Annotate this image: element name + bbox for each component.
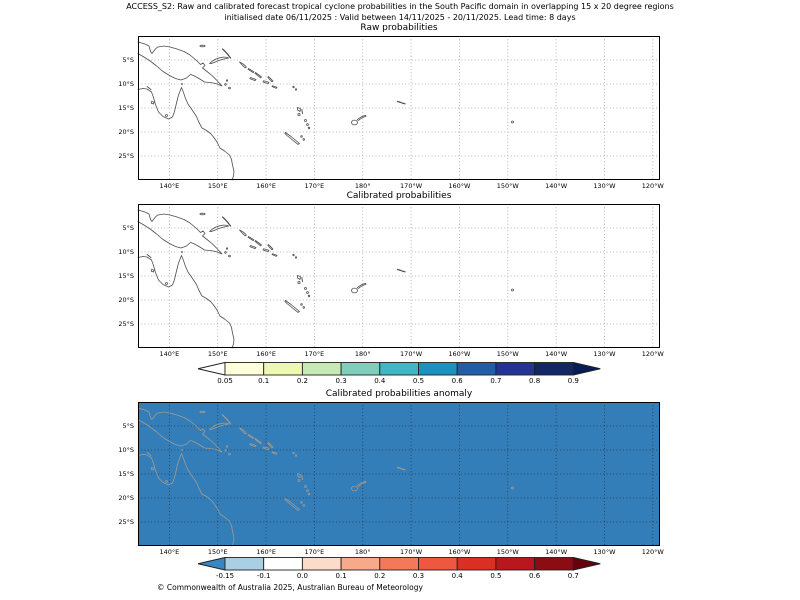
colorbar-probability [190,358,610,392]
x-tick-label: 170°W [400,350,423,358]
colorbar-tick-label: 0.1 [258,377,270,385]
y-tick-label: 20°S [118,494,134,502]
colorbar-segment [496,363,535,376]
colorbar-tick-label: 0.7 [490,377,502,385]
colorbar-segment [380,363,419,376]
x-tick-label: 160°W [448,350,471,358]
x-tick-label: 140°W [545,548,568,556]
x-tick-label: 130°W [593,548,616,556]
y-tick-label: 25°S [118,320,134,328]
colorbar-tick-label: 0.05 [217,377,233,385]
x-tick-label: 150°E [207,350,228,358]
x-tick-label: 140°W [545,350,568,358]
y-tick-label: 25°S [118,518,134,526]
colorbar-segment [419,558,458,571]
x-tick-label: 150°E [207,548,228,556]
colorbar-segment [302,558,341,571]
x-tick-label: 180° [354,350,371,358]
y-tick-label: 15°S [118,272,134,280]
x-tick-label: 130°W [593,350,616,358]
colorbar-tick-label: 0.8 [529,377,541,385]
x-tick-label: 120°W [641,182,664,190]
figure-title-line2: initialised date 06/11/2025 : Valid between 14/11/2025 - 20/11/2025. Lead time: 8 days [224,13,576,22]
x-tick-label: 150°W [496,182,519,190]
map-panel-calibrated-anomaly [118,389,664,556]
colorbar-tick-label: 0.5 [412,377,425,385]
colorbar-tick-label: -0.15 [215,572,235,580]
copyright-text: © Commonwealth of Australia 2025, Australian Bureau of Meteorology [157,583,423,592]
map-panel-calibrated-probabilities [118,191,664,358]
y-tick-label: 5°S [122,224,134,232]
y-tick-label: 20°S [118,296,134,304]
y-tick-label: 10°S [118,248,134,256]
y-tick-label: 5°S [122,422,134,430]
colorbar-probability-scale [190,358,610,378]
coast-pentecost [302,278,303,282]
colorbar-tick-label: 0.0 [296,572,308,580]
colorbar-tick-label: 0.3 [335,377,347,385]
y-tick-label: 15°S [118,470,134,478]
coast-pentecost [302,110,303,114]
colorbar-tick-label: 0.4 [451,572,463,580]
coast-upolu [402,271,405,272]
colorbar-segment [457,558,496,571]
colorbar-segment [341,558,380,571]
x-tick-label: 170°E [304,350,325,358]
colorbar-tick-label: 0.2 [296,377,308,385]
x-tick-label: 150°W [496,548,519,556]
x-tick-label: 170°E [304,182,325,190]
colorbar-segment [535,363,574,376]
colorbar-segment [380,558,419,571]
colorbar-anomaly [190,553,610,587]
x-tick-label: 140°W [545,182,568,190]
colorbar-tick-label: 0.4 [374,377,386,385]
x-tick-label: 140°E [159,350,180,358]
x-tick-label: 150°E [207,182,228,190]
y-tick-label: 15°S [118,104,134,112]
panel-title-calibrated: Calibrated probabilities [346,191,452,201]
map-panel-raw-probabilities [118,23,664,190]
colorbar-over-arrow [573,558,600,571]
colorbar-segment [302,363,341,376]
colorbar-segment [264,363,303,376]
x-tick-label: 170°W [400,548,423,556]
colorbar-tick-label: 0.6 [529,572,541,580]
x-tick-label: 170°E [304,548,325,556]
x-tick-label: 140°E [159,548,180,556]
colorbar-over-arrow [573,363,600,376]
colorbar-segment [341,363,380,376]
x-tick-label: 180° [354,182,371,190]
x-tick-label: 140°E [159,182,180,190]
colorbar-tick-label: 0.1 [335,572,347,580]
colorbar-segment [225,363,264,376]
colorbar-tick-label: 0.9 [567,377,579,385]
colorbar-tick-label: -0.1 [256,572,271,580]
colorbar-segment [419,363,458,376]
x-tick-label: 180° [354,548,371,556]
colorbar-tick-label: 0.6 [451,377,463,385]
figure-title [0,1,800,23]
map-calibrated-anomaly [138,402,660,546]
x-tick-label: 160°E [256,350,276,358]
map-calibrated-probabilities [138,204,660,348]
y-tick-label: 10°S [118,446,134,454]
colorbar-under-arrow [198,558,225,571]
colorbar-segment [225,558,264,571]
x-tick-label: 120°W [641,350,664,358]
x-tick-label: 160°E [256,182,276,190]
x-tick-label: 150°W [496,350,519,358]
y-tick-label: 25°S [118,152,134,160]
colorbar-under-arrow [198,363,225,376]
colorbar-segment [496,558,535,571]
x-tick-label: 160°W [448,548,471,556]
y-tick-label: 5°S [122,56,134,64]
colorbar-tick-label: 0.2 [374,572,386,580]
coast-pentecost [302,476,303,480]
y-tick-label: 20°S [118,128,134,136]
x-tick-label: 120°W [641,548,664,556]
panel-title-raw: Raw probabilities [360,23,438,33]
coast-upolu [402,469,405,470]
x-tick-label: 130°W [593,182,616,190]
coast-upolu [402,103,405,104]
x-tick-label: 160°W [448,182,471,190]
colorbar-tick-label: 0.5 [490,572,502,580]
colorbar-segment [264,558,303,571]
colorbar-tick-label: 0.7 [567,572,579,580]
y-tick-label: 10°S [118,80,134,88]
panel-title-anomaly: Calibrated probabilities anomaly [325,389,473,399]
colorbar-segment [535,558,574,571]
colorbar-tick-label: 0.3 [412,572,425,580]
colorbar-segment [457,363,496,376]
colorbar-anomaly-scale [190,553,610,573]
map-raw-probabilities [138,36,660,180]
figure-title-line1: ACCESS_S2: Raw and calibrated forecast tropical cyclone probabilities in the South Pacific domain in overlapping 15 x 20 degree regions [126,2,674,11]
x-tick-label: 160°E [256,548,276,556]
x-tick-label: 170°W [400,182,423,190]
